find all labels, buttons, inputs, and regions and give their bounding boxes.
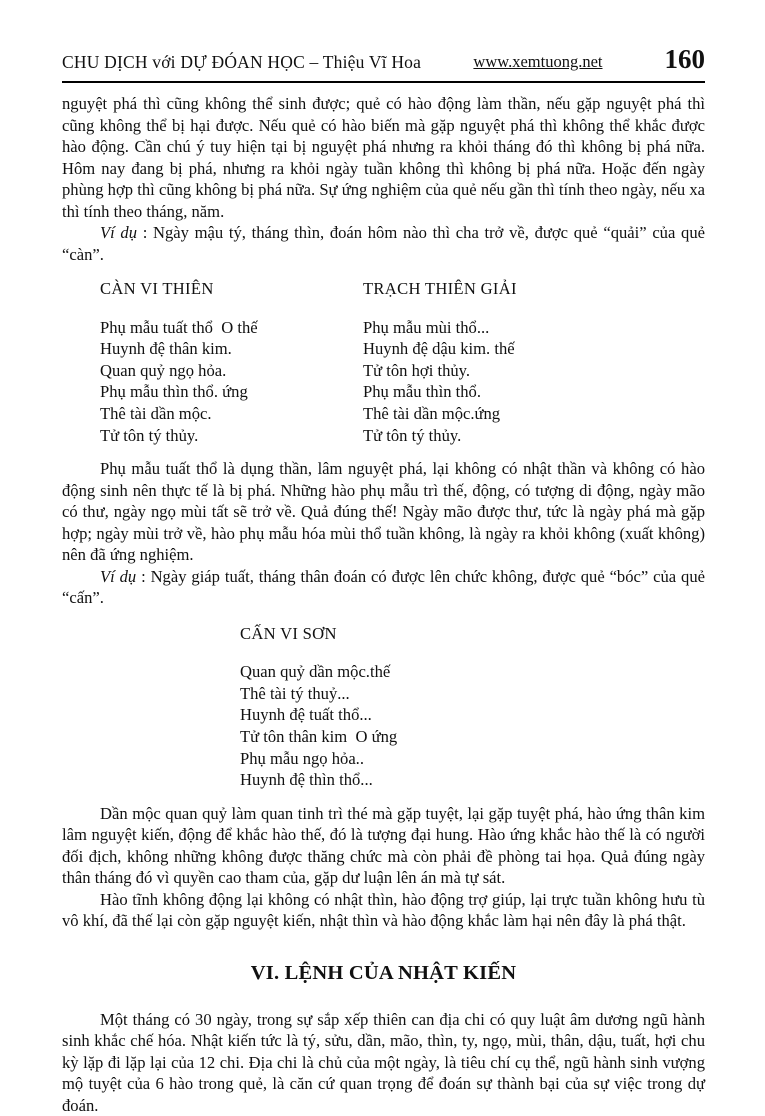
hexagram-single-title: CẤN VI SƠN [240, 623, 337, 643]
hexagram-single-block [240, 623, 705, 791]
paragraph-4: Hào tĩnh không động lại không có nhật thìn, hào động trợ giúp, lại trực tuần không hưu tù vô khí, đã thế lại còn gặp nguyệt kiến, nhật thìn và hào động khắc làm hại nên đây là phá thật. [62, 889, 705, 931]
hexagram-right-line: Phụ mẫu mùi thổ... [363, 317, 490, 337]
hexagram-single-line: Quan quỷ dần mộc.thế [240, 662, 391, 682]
example-1-text: : Ngày mậu tý, tháng thìn, đoán hôm nào thì cha trở về, được quẻ “quải” của quẻ “càn”. [62, 223, 705, 264]
hexagram-pair-block [100, 278, 705, 446]
website-link[interactable]: www.xemtuong.net [473, 52, 603, 71]
hexagram-left-line: Quan quỷ ngọ hỏa. [100, 360, 227, 380]
hexagram-left-line: Phụ mẫu tuất thổ O thế [100, 317, 258, 337]
hexagram-single-line: Huynh đệ thìn thổ... [240, 770, 373, 790]
example-2 [62, 566, 705, 609]
hexagram-right-line: Huynh đệ dậu kim. thế [363, 339, 515, 359]
book-title: CHU DỊCH với DỰ ĐÓAN HỌC – Thiệu Vĩ Hoa [62, 52, 422, 72]
hexagram-single-line: Huynh đệ tuất thổ... [240, 705, 372, 725]
hexagram-single-line: Thê tài tý thuỷ... [240, 683, 350, 703]
paragraph-5: Một tháng có 30 ngày, trong sự sắp xếp thiên can địa chi có quy luật âm dương ngũ hành sinh khắc chế hóa. Nhật kiến tức là tý, sửu, dần, mão, thìn, ty, ngọ, mùi, thân, dậu, tuất, hợi chu kỳ lặp đi lặp lại của 12 chi. Địa chi là chủ của một ngày, là tiêu chí cụ thể, ngũ hành sinh vượng mộ tuyệt của 6 hào trong quẻ, là căn cứ quan trọng để đoán sự thành bại của sự việc trong dự đoán. [62, 1009, 705, 1115]
example-2-label: Ví dụ [100, 566, 137, 586]
hexagram-left-line: Huynh đệ thân kim. [100, 339, 232, 359]
page-header [62, 46, 705, 83]
example-2-text: : Ngày giáp tuất, tháng thân đoán có được lên chức không, được quẻ “bóc” của quẻ “cấn”. [62, 566, 705, 608]
hexagram-right-line: Thê tài dần mộc.ứng [363, 403, 501, 423]
hexagram-single-line: Phụ mẫu ngọ hỏa.. [240, 748, 364, 768]
hexagram-right-title: TRẠCH THIÊN GIẢI [363, 279, 517, 298]
hexagram-single-line: Tử tôn thân kim O ứng [240, 727, 398, 747]
hexagram-right-line: Tử tôn tý thủy. [363, 425, 462, 445]
section-heading: VI. LỆNH CỦA NHẬT KIẾN [250, 961, 517, 984]
hexagram-left-line: Tử tôn tý thủy. [100, 425, 199, 445]
paragraph-2: Phụ mẫu tuất thổ là dụng thần, lâm nguyệt phá, lại không có nhật thần và không có hào động sinh nên thực tế là bị phá. Những hào phụ mẫu trì thế, động, có tượng di động, ngày mão có thư, ngày ngọ mùi tất sẽ trở về. Quả đúng thế! Ngày mão được thư, tức là ngày phá mà gặp hợp; ngày mùi trở về, hào phụ mẫu hóa mùi thổ tuần không, là ngày ra khỏi không (xuất không) nên đã ứng nghiệm. [62, 459, 705, 565]
hexagram-left-column [100, 278, 363, 446]
paragraph-3: Dần mộc quan quỷ làm quan tinh trì thé mà gặp tuyệt, lại gặp tuyệt phá, hào ứng thân kim lâm nguyệt kiến, động để khắc hào thế, đó là tượng đại hung. Hào ứng khắc hào thế là có người đối địch, không những không được thăng chức mà còn phải đề phòng tai họa. Quả đúng ngày thân tháng đó vì quyền cao tham của, gặp dư luận lên án mà tự sát. [62, 803, 705, 888]
hexagram-right-line: Phụ mẫu thìn thổ. [363, 382, 482, 402]
example-1-label: Ví dụ [100, 223, 138, 242]
hexagram-left-line: Phụ mẫu thìn thổ. ứng [100, 382, 248, 402]
paragraph-1: nguyệt phá thì cũng không thể sinh được; quẻ có hào động làm thần, nếu gặp nguyệt phá thì cũng không thể bị hại được. Nếu quẻ có hào biến mà gặp nguyệt phá thì không thể khắc được hào động. Cần chú ý tuy hiện tại bị nguyệt phá nhưng ra khỏi tháng đó thì không bị phá nữa. Hôm nay đang bị phá, nhưng ra khỏi ngày tuần không thì không bị phá nữa. Hoặc đến ngày phùng hợp thì cũng không bị phá nữa. Sự ứng nghiệm của quẻ nếu gần thì tính theo ngày, nếu xa thì tính theo tháng, năm. [62, 94, 705, 221]
page-number: 160 [664, 44, 705, 74]
hexagram-right-line: Tử tôn hợi thủy. [363, 360, 471, 380]
hexagram-left-line: Thê tài dần mộc. [100, 403, 212, 423]
hexagram-left-title: CÀN VI THIÊN [100, 279, 214, 298]
example-1 [62, 222, 705, 265]
hexagram-right-column [363, 278, 705, 446]
